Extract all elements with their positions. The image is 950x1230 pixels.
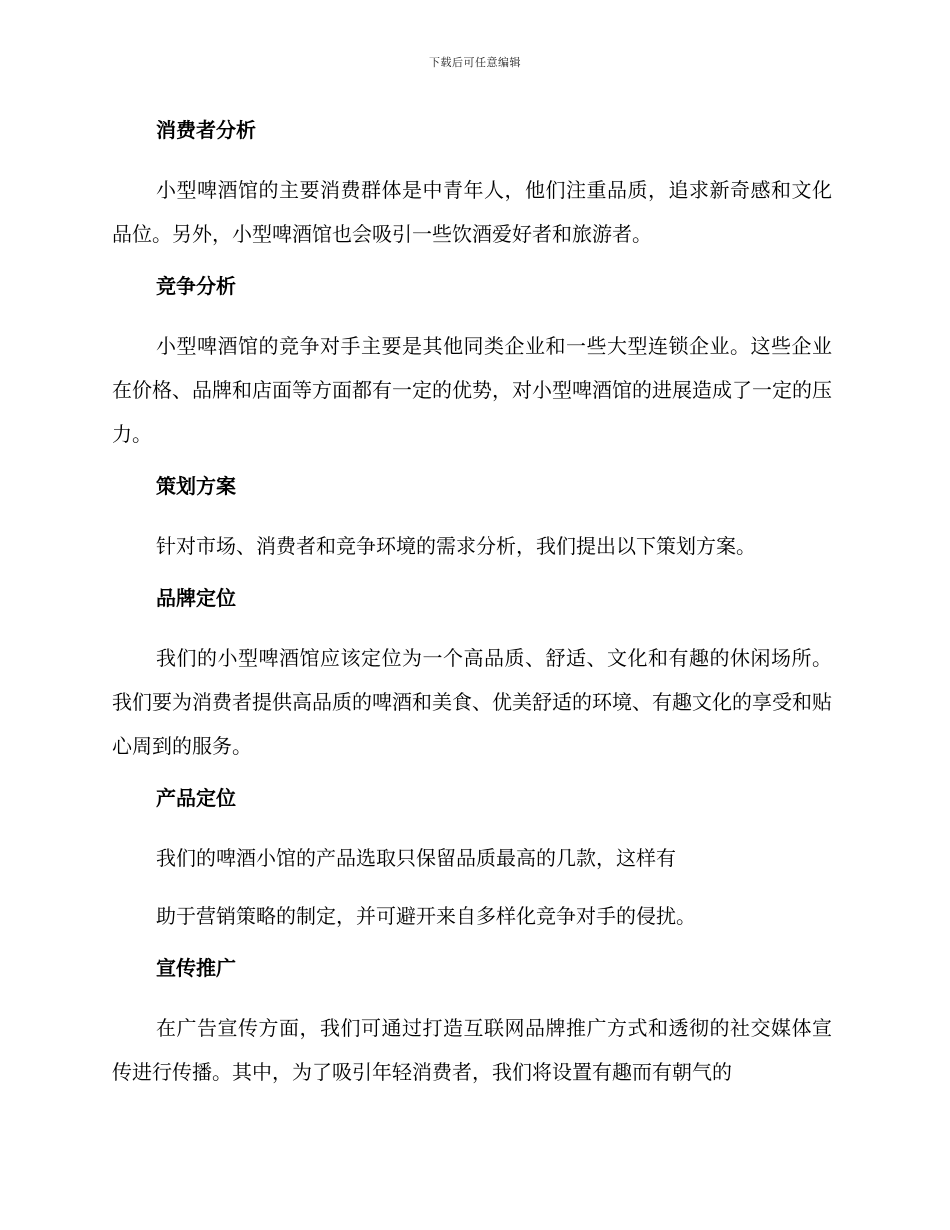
- page-header: 下载后可任意编辑: [429, 56, 521, 69]
- document-body: [112, 112, 832, 1106]
- paragraph-promotion: 在广告宣传方面，我们可通过打造互联网品牌推广方式和透彻的社交媒体宣传进行传播。其中，为了吸引年轻消费者，我们将设置有趣而有朝气的: [112, 1016, 832, 1084]
- paragraph-consumer-analysis: 小型啤酒馆的主要消费群体是中青年人，他们注重品质，追求新奇感和文化品位。另外，小型啤酒馆也会吸引一些饮酒爱好者和旅游者。: [112, 178, 832, 246]
- heading-promotion: 宣传推广: [156, 956, 236, 980]
- paragraph-brand-positioning: 我们的小型啤酒馆应该定位为一个高品质、舒适、文化和有趣的休闲场所。我们要为消费者提供高品质的啤酒和美食、优美舒适的环境、有趣文化的享受和贴心周到的服务。: [112, 646, 832, 758]
- heading-competition-analysis: 竞争分析: [156, 274, 236, 298]
- paragraph-product-positioning-line2: 助于营销策略的制定，并可避开来自多样化竞争对手的侵扰。: [156, 904, 696, 928]
- heading-product-positioning: 产品定位: [156, 786, 236, 810]
- heading-consumer-analysis: 消费者分析: [156, 118, 256, 142]
- paragraph-planning-scheme: 针对市场、消费者和竞争环境的需求分析，我们提出以下策划方案。: [156, 534, 756, 558]
- heading-brand-positioning: 品牌定位: [156, 586, 236, 610]
- paragraph-competition-analysis: 小型啤酒馆的竞争对手主要是其他同类企业和一些大型连锁企业。这些企业在价格、品牌和店面等方面都有一定的优势，对小型啤酒馆的进展造成了一定的压力。: [112, 334, 832, 446]
- paragraph-product-positioning-line1: 我们的啤酒小馆的产品选取只保留品质最高的几款，这样有: [156, 846, 676, 870]
- heading-planning-scheme: 策划方案: [156, 474, 236, 498]
